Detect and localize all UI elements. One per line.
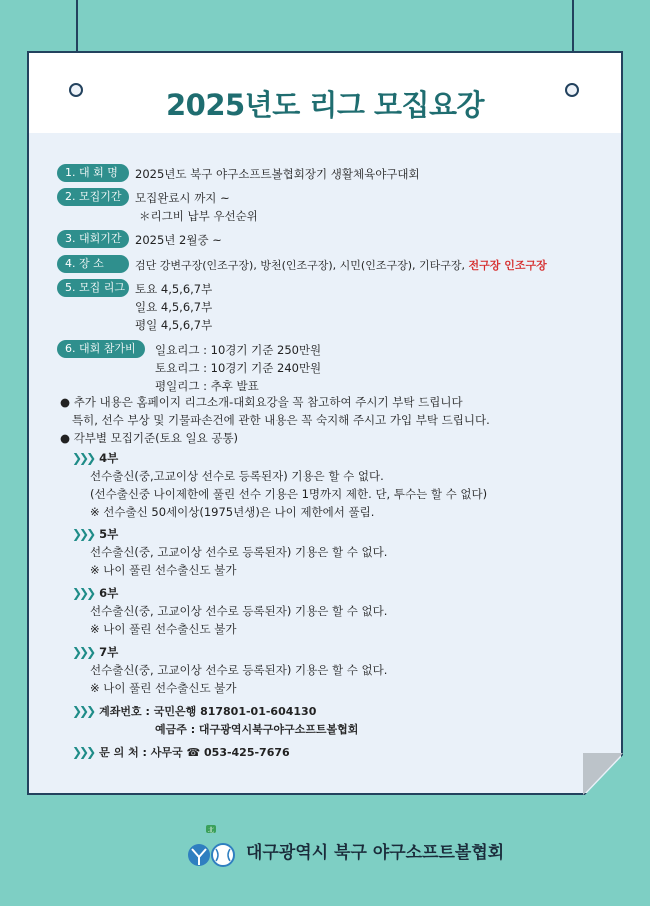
group-5-name: 5부: [99, 527, 119, 541]
group-6-line-1: 선수출신(중, 고교이상 선수로 등록된자) 기용은 할 수 없다.: [90, 604, 388, 618]
venue-list: 검단 강변구장(인조구장), 방천(인조구장), 시민(인조구장), 기타구장,: [135, 259, 465, 272]
group-6-name: 6부: [99, 586, 119, 600]
group-6-title: [72, 585, 118, 601]
account-number: 계좌번호 : 국민은행 817801-01-604130: [99, 705, 317, 718]
value-fee-weekday: 평일리그 : 추후 발표: [155, 379, 259, 393]
group-5-line-1: 선수출신(중, 고교이상 선수로 등록된자) 기용은 할 수 없다.: [90, 545, 388, 559]
group-4-line-3: ※ 선수출신 50세이상(1975년생)은 나이 제한에서 풀림.: [90, 505, 375, 519]
group-7-name: 7부: [99, 645, 119, 659]
page-title: 2025년도 리그 모집요강: [165, 88, 485, 122]
note-criteria: ● 각부별 모집기준(토요 일요 공통): [60, 431, 239, 445]
value-league-sat: 토요 4,5,6,7부: [135, 282, 213, 296]
group-5-title: [72, 526, 118, 542]
arrow-icon: ❯❯❯: [72, 745, 94, 759]
label-event-period: 3. 대회기간: [57, 230, 129, 248]
value-fee-sat: 토요리그 : 10경기 기준 240만원: [155, 361, 322, 375]
account-info: [72, 703, 316, 719]
value-fee-sun: 일요리그 : 10경기 기준 250만원: [155, 343, 322, 357]
value-recruit-priority: ＊리그비 납부 우선순위: [139, 209, 258, 223]
label-recruit-league: 5. 모집 리그: [57, 279, 129, 297]
contact-phone: 문 의 처 : 사무국 ☎ 053-425-7676: [99, 746, 290, 759]
group-4-title: [72, 450, 118, 466]
note-injury: 특히, 선수 부상 및 기물파손건에 관한 내용은 꼭 숙지해 주시고 가입 부탁 드립니다.: [72, 413, 490, 427]
arrow-icon: ❯❯❯: [72, 451, 94, 465]
value-event-period: 2025년 2월중 ~: [135, 233, 222, 247]
association-logo-icon: [186, 825, 236, 869]
logo-badge: 北: [207, 827, 215, 834]
value-event-name: 2025년도 북구 야구소프트볼협회장기 생활체육야구대회: [135, 167, 420, 181]
group-4-name: 4부: [99, 451, 119, 465]
arrow-icon: ❯❯❯: [72, 586, 94, 600]
group-6-line-2: ※ 나이 풀린 선수출신도 불가: [90, 622, 237, 636]
group-4-line-2: (선수출신중 나이제한에 풀린 선수 기용은 1명까지 제한. 단, 투수는 할 수 없다): [90, 487, 488, 501]
group-4-line-1: 선수출신(중,고교이상 선수로 등록된자) 기용은 할 수 없다.: [90, 469, 384, 483]
arrow-icon: ❯❯❯: [72, 645, 94, 659]
arrow-icon: ❯❯❯: [72, 527, 94, 541]
group-5-line-2: ※ 나이 풀린 선수출신도 불가: [90, 563, 237, 577]
group-7-line-1: 선수출신(중, 고교이상 선수로 등록된자) 기용은 할 수 없다.: [90, 663, 388, 677]
label-venue: 4. 장 소: [57, 255, 129, 273]
note-homepage: ● 추가 내용은 홈페이지 리그소개-대회요강을 꼭 참고하여 주시기 부탁 드립니다: [60, 395, 463, 409]
group-7-line-2: ※ 나이 풀린 선수출신도 불가: [90, 681, 237, 695]
value-venue: [135, 257, 547, 273]
label-entry-fee: 6. 대회 참가비: [57, 340, 145, 358]
group-7-title: [72, 644, 118, 660]
value-recruit-period: 모집완료시 까지 ~: [135, 191, 230, 205]
value-league-weekday: 평일 4,5,6,7부: [135, 318, 213, 332]
value-league-sun: 일요 4,5,6,7부: [135, 300, 213, 314]
footer-org-name: 대구광역시 북구 야구소프트볼협회: [246, 843, 505, 863]
venue-highlight: 전구장 인조구장: [468, 259, 547, 272]
label-recruit-period: 2. 모집기간: [57, 188, 129, 206]
label-event-name: 1. 대 회 명: [57, 164, 129, 182]
contact-info: [72, 744, 290, 760]
arrow-icon: ❯❯❯: [72, 704, 94, 718]
account-holder: 예금주 : 대구광역시북구야구소프트볼협회: [155, 723, 359, 736]
